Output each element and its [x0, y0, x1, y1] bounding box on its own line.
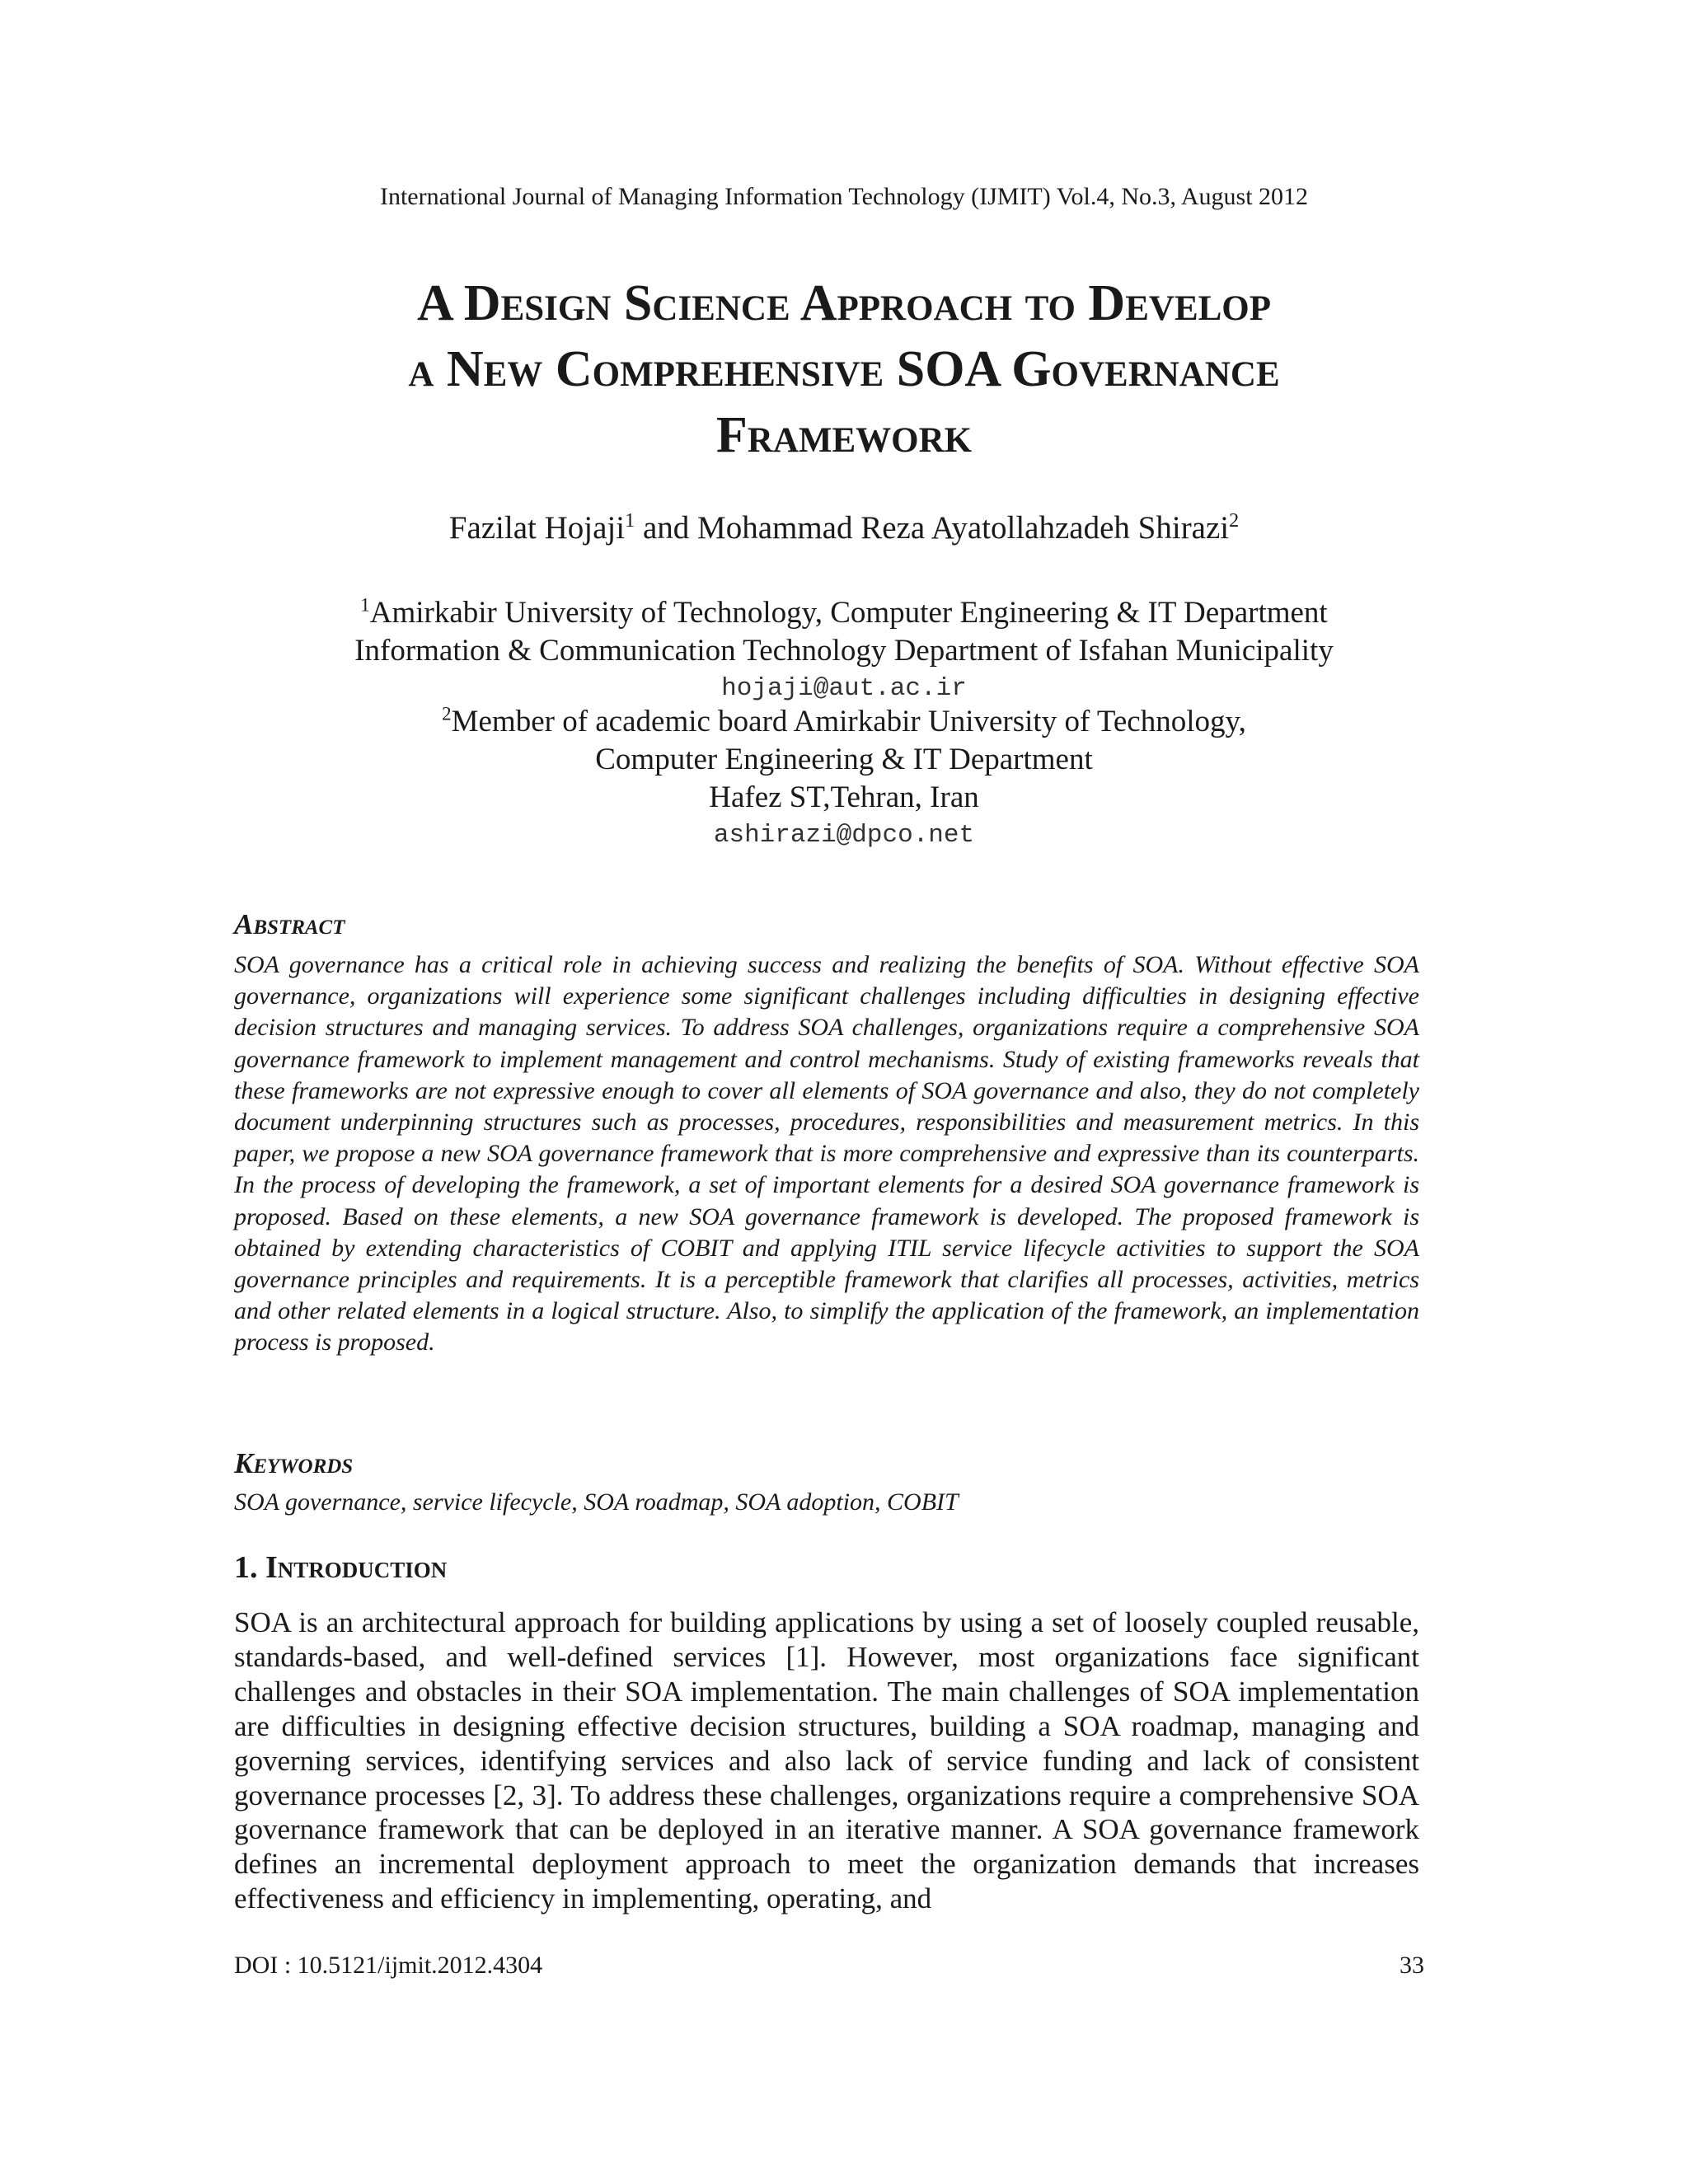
- abstract-text: SOA governance has a critical role in achieving success and realizing the benefits of SOA. Without effective SOA governance, organizations will experience some significant challenges including difficulties in designing effective decision structures and managing services. To address SOA challenges, organizations require a comprehensive SOA governance framework to implement management and control mechanisms. Study of existing frameworks reveals that these frameworks are not expressive enough to cover all elements of SOA governance and also, they do not completely document underpinning structures such as processes, procedures, responsibilities and measurement metrics. In this paper, we propose a new SOA governance framework that is more comprehensive and expressive than its counterparts. In the process of developing the framework, a set of important elements for a desired SOA governance framework is proposed. Based on these elements, a new SOA governance framework is developed. The proposed framework is obtained by extending characteristics of COBIT and applying ITIL service lifecycle activities to support the SOA governance principles and requirements. It is a perceptible framework that clarifies all processes, activities, metrics and other related elements in a logical structure. Also, to simplify the application of the framework, an implementation process is proposed.: [234, 951, 1419, 1357]
- email-author-2[interactable]: ashirazi@dpco.net: [713, 821, 975, 850]
- affiliation-superscript-2: 2: [442, 703, 452, 724]
- affiliation-1-text: Amirkabir University of Technology, Computer Engineering & IT Department: [369, 596, 1328, 630]
- paper-title: [0, 270, 1688, 468]
- keywords-heading: Keywords: [234, 1447, 354, 1479]
- email-author-1[interactable]: hojaji@aut.ac.ir: [721, 674, 967, 703]
- affiliation-2-text: Member of academic board Amirkabir University of Technology,: [451, 705, 1246, 738]
- affiliation-2-line-2: Computer Engineering & IT Department: [595, 743, 1093, 776]
- affiliation-2-line-3: Hafez ST,Tehran, Iran: [709, 780, 979, 814]
- title-line-1: A Design Science Approach to Develop: [416, 275, 1272, 331]
- footer-doi: DOI : 10.5121/ijmit.2012.4304: [234, 1952, 543, 1979]
- keywords-text: SOA governance, service lifecycle, SOA roadmap, SOA adoption, COBIT: [234, 1488, 959, 1516]
- introduction-heading: 1. Introduction: [234, 1550, 448, 1585]
- abstract-heading: Abstract: [234, 908, 345, 940]
- page-number: 33: [1400, 1952, 1424, 1979]
- affiliation-1-line-2: Information & Communication Technology Department of Isfahan Municipality: [354, 634, 1334, 668]
- affiliation-1-line-1: [0, 595, 1688, 630]
- author-name-2: Mohammad Reza Ayatollahzadeh Shirazi: [697, 510, 1230, 546]
- affiliation-2-line-1: [0, 704, 1688, 739]
- introduction-text: SOA is an architectural approach for building applications by using a set of loosely coupled reusable, standards-based, and well-defined services [1]. However, most organizations face significant challenges and obstacles in their SOA implementation. The main challenges of SOA implementation are difficulties in designing effective decision structures, building a SOA roadmap, managing and governing services, identifying services and also lack of service funding and lack of consistent governance processes [2, 3]. To address these challenges, organizations require a comprehensive SOA governance framework that can be deployed in an iterative manner. A SOA governance framework defines an incremental deployment approach to meet the organization demands that increases effectiveness and efficiency in implementing, operating, and: [234, 1606, 1419, 1915]
- affiliation-superscript-1: 1: [360, 594, 370, 616]
- author-superscript-2: 2: [1229, 509, 1240, 532]
- author-name-1: Fazilat Hojaji: [448, 510, 626, 546]
- title-line-3: Framework: [715, 407, 973, 463]
- author-connector: and: [635, 510, 698, 546]
- running-head: International Journal of Managing Information Technology (IJMIT) Vol.4, No.3, August 2012: [379, 183, 1309, 210]
- title-line-2: a New Comprehensive SOA Governance: [408, 341, 1280, 397]
- author-superscript-1: 1: [625, 509, 635, 532]
- author-list: [0, 509, 1688, 546]
